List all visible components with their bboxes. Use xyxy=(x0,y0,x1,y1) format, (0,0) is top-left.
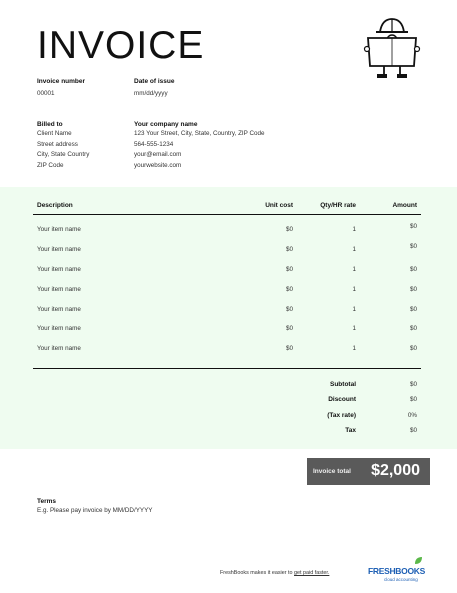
invoice-total-label: Invoice total xyxy=(313,468,351,475)
terms-text: E.g. Please pay invoice by MM/DD/YYYY xyxy=(37,507,153,514)
footer-note xyxy=(220,570,329,576)
row-description: Your item name xyxy=(37,266,81,273)
row-description: Your item name xyxy=(37,246,81,253)
row-unit-cost: $0 xyxy=(285,325,293,332)
row-qty: 1 xyxy=(352,266,356,273)
items-end-rule xyxy=(33,368,421,369)
row-amount: $0 xyxy=(409,223,417,230)
row-qty: 1 xyxy=(352,226,356,233)
footer-text: FreshBooks makes it easier to xyxy=(220,570,293,576)
logo-brand: FRESHBOOKS xyxy=(368,566,425,576)
table-row xyxy=(0,345,457,356)
row-qty: 1 xyxy=(352,325,356,332)
row-unit-cost: $0 xyxy=(285,286,293,293)
invoice-number: 00001 xyxy=(37,90,55,97)
company-name-label: Your company name xyxy=(134,121,198,128)
billed-to-line: ZIP Code xyxy=(37,161,64,169)
invoice-number-label: Invoice number xyxy=(37,78,86,85)
col-description: Description xyxy=(37,202,73,209)
row-amount: $0 xyxy=(409,306,417,313)
row-amount: $0 xyxy=(409,266,417,273)
subtotal-value: $0 xyxy=(409,381,417,388)
row-description: Your item name xyxy=(37,345,81,352)
subtotal-label: Subtotal xyxy=(330,381,356,388)
logo-tagline: cloud accounting xyxy=(384,577,418,582)
row-unit-cost: $0 xyxy=(285,345,293,352)
company-line: your@email.com xyxy=(134,151,182,158)
date-value: mm/dd/yyyy xyxy=(134,90,168,97)
row-unit-cost: $0 xyxy=(285,246,293,253)
row-unit-cost: $0 xyxy=(285,266,293,273)
billed-to-line: Street address xyxy=(37,140,78,148)
date-label: Date of issue xyxy=(134,78,175,85)
discount-value: $0 xyxy=(409,396,417,403)
billed-to-line: Client Name xyxy=(37,130,72,137)
construction-mascot-icon xyxy=(362,16,422,80)
row-qty: 1 xyxy=(352,306,356,313)
row-qty: 1 xyxy=(352,286,356,293)
company-line: 123 Your Street, City, State, Country, ZIP Code xyxy=(134,130,265,137)
leaf-icon xyxy=(414,556,423,565)
row-description: Your item name xyxy=(37,325,81,332)
row-description: Your item name xyxy=(37,306,81,313)
tax-label: Tax xyxy=(345,427,356,434)
terms-label: Terms xyxy=(37,498,57,505)
freshbooks-logo xyxy=(366,556,426,586)
discount-label: Discount xyxy=(328,396,356,403)
col-amount: Amount xyxy=(392,202,417,209)
col-unit-cost: Unit cost xyxy=(265,202,293,209)
table-row xyxy=(0,325,457,336)
row-amount: $0 xyxy=(409,325,417,332)
table-row xyxy=(0,266,457,277)
get-paid-faster-link[interactable]: get paid faster. xyxy=(294,570,330,576)
row-amount: $0 xyxy=(409,286,417,293)
tax-rate-label: (Tax rate) xyxy=(327,412,356,419)
company-line: 564-555-1234 xyxy=(134,140,174,148)
tax-rate-value: 0% xyxy=(407,412,417,419)
row-qty: 1 xyxy=(352,345,356,352)
row-description: Your item name xyxy=(37,286,81,293)
table-row xyxy=(0,223,457,237)
invoice-total-box xyxy=(307,458,430,485)
col-qty: Qty/HR rate xyxy=(320,202,356,209)
table-row xyxy=(0,306,457,317)
table-row xyxy=(0,286,457,297)
row-amount: $0 xyxy=(409,345,417,352)
company-line: yourwebsite.com xyxy=(134,161,182,169)
row-unit-cost: $0 xyxy=(285,306,293,313)
header-rule xyxy=(33,214,421,215)
tax-value: $0 xyxy=(409,427,417,434)
table-row xyxy=(0,243,457,257)
invoice-title: INVOICE xyxy=(37,24,205,67)
billed-to-label: Billed to xyxy=(37,121,63,128)
row-qty: 1 xyxy=(352,246,356,253)
row-description: Your item name xyxy=(37,226,81,233)
row-unit-cost: $0 xyxy=(285,226,293,233)
billed-to-line: City, State Country xyxy=(37,151,90,158)
invoice-total-value: $2,000 xyxy=(371,462,420,479)
row-amount: $0 xyxy=(409,243,417,250)
